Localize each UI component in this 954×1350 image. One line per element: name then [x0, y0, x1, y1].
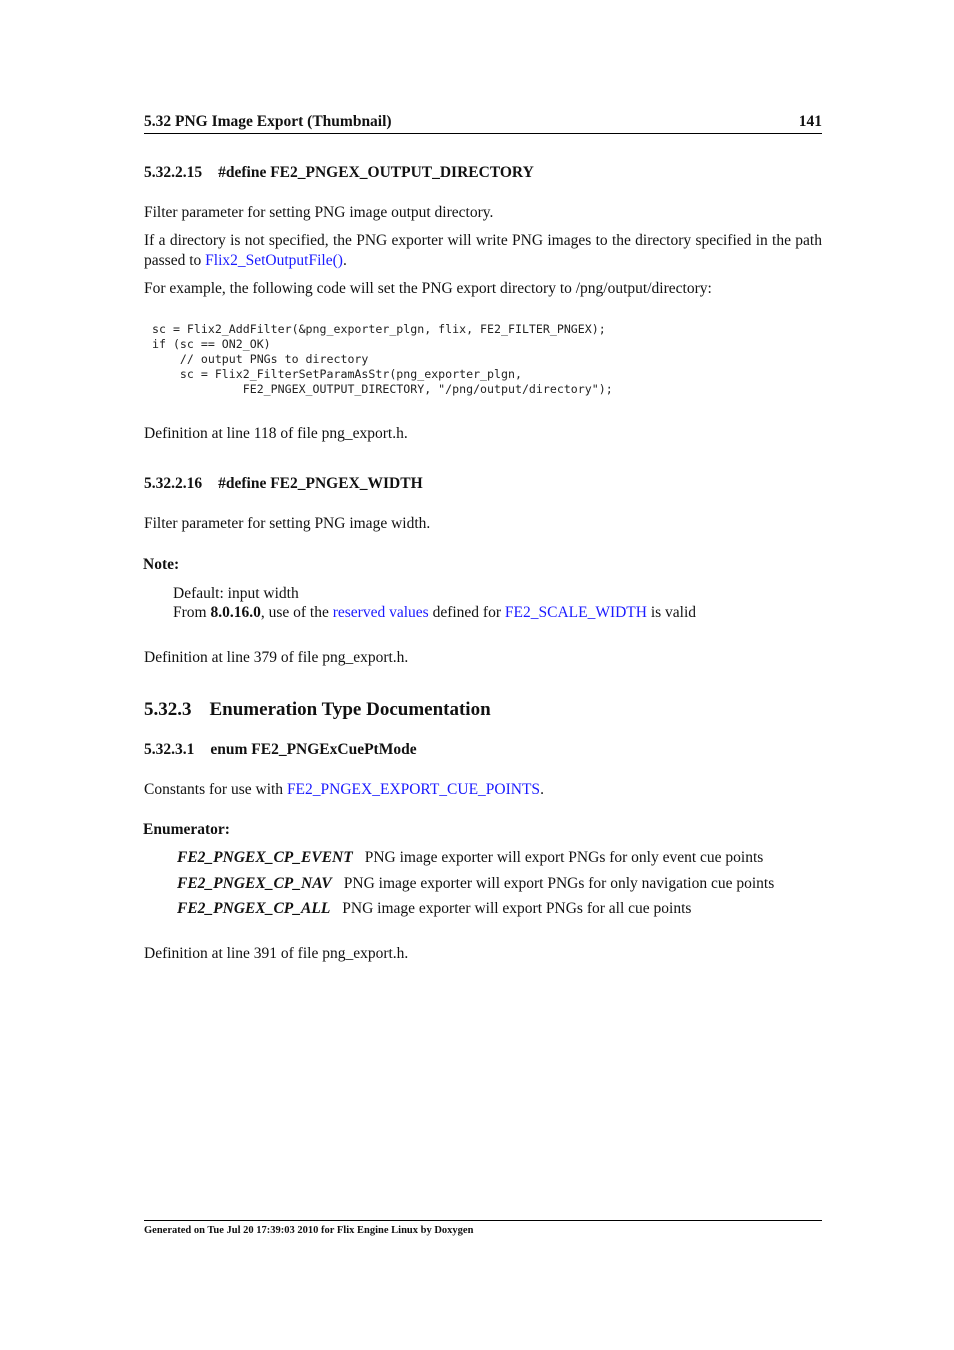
- note-label: Note:: [143, 556, 180, 573]
- paragraph-text: .: [540, 781, 544, 798]
- section-title: #define FE2_PNGEX_OUTPUT_DIRECTORY: [218, 164, 534, 181]
- section-number: 5.32.3.1: [144, 741, 195, 758]
- enumerator-description: PNG image exporter will export PNGs for only event cue points: [364, 849, 764, 866]
- link-fe2-scale-width[interactable]: FE2_SCALE_WIDTH: [504, 604, 647, 621]
- section-heading-output-directory: [144, 164, 534, 182]
- paragraph: [144, 780, 822, 800]
- version-number: 8.0.16.0: [210, 604, 261, 621]
- enumerator-row: [177, 875, 774, 893]
- paragraph-text: .: [342, 251, 347, 269]
- note-text: is valid: [646, 604, 697, 621]
- enumerator-name: FE2_PNGEX_CP_EVENT: [177, 849, 353, 866]
- note-text: , use of the: [260, 604, 333, 621]
- enumerator-description: PNG image exporter will export PNGs for all cue points: [342, 900, 692, 917]
- header-section-title: 5.32 PNG Image Export (Thumbnail): [144, 113, 392, 130]
- section-number: 5.32.2.16: [144, 475, 203, 492]
- definition-line: Definition at line 379 of file png_export.h.: [144, 649, 409, 666]
- note-text: From: [173, 604, 211, 621]
- link-reserved-values[interactable]: reserved values: [332, 604, 429, 621]
- definition-line: Definition at line 391 of file png_export.h.: [144, 945, 409, 962]
- enumerator-row: [177, 900, 691, 918]
- section-title: enum FE2_PNGExCuePtMode: [210, 741, 417, 758]
- header-page-number: 141: [798, 113, 822, 130]
- footer-text: Generated on Tue Jul 20 17:39:03 2010 for Flix Engine Linux by Doxygen: [144, 1225, 474, 1236]
- running-header: [144, 113, 822, 134]
- note-text: defined for: [428, 604, 505, 621]
- paragraph-text: If a directory is not specified, the PNG exporter will write PNG images to the directory specified in the path passed to: [144, 232, 822, 269]
- note-line: [173, 603, 813, 623]
- code-block: sc = Flix2_AddFilter(&png_exporter_plgn, flix, FE2_FILTER_PNGEX); if (sc == ON2_OK) // output PNGs to directory sc = Flix2_FilterSetParamAsStr(png_exporter_plgn, FE2_PNGEX_OUTPUT_DIRECTORY, "/png/output/directory");: [152, 322, 613, 396]
- link-fe2-pngex-export-cue-points[interactable]: FE2_PNGEX_EXPORT_CUE_POINTS: [286, 781, 541, 798]
- section-number: 5.32.2.15: [144, 164, 203, 181]
- section-title: Enumeration Type Documentation: [209, 699, 491, 720]
- enumerator-name: FE2_PNGEX_CP_NAV: [177, 875, 332, 892]
- enumerator-name: FE2_PNGEX_CP_ALL: [177, 900, 331, 917]
- section-heading-enum-cueptmode: [144, 741, 417, 759]
- enumerator-label: Enumerator:: [143, 821, 230, 838]
- paragraph: For example, the following code will set the PNG export directory to /png/output/directory:: [144, 280, 712, 297]
- section-heading-width: [144, 475, 423, 493]
- section-title: #define FE2_PNGEX_WIDTH: [218, 475, 423, 492]
- paragraph-text: Constants for use with: [144, 781, 287, 798]
- paragraph: Filter parameter for setting PNG image output directory.: [144, 204, 494, 221]
- paragraph: Filter parameter for setting PNG image width.: [144, 515, 431, 532]
- section-heading-enumeration: [144, 699, 491, 721]
- paragraph: [144, 231, 822, 270]
- enumerator-description: PNG image exporter will export PNGs for only navigation cue points: [343, 875, 775, 892]
- section-number: 5.32.3: [144, 699, 192, 720]
- note-line: Default: input width: [173, 585, 299, 602]
- link-flix2-setoutputfile[interactable]: Flix2_SetOutputFile(): [205, 251, 343, 269]
- enumerator-row: [177, 849, 763, 867]
- definition-line: Definition at line 118 of file png_export.h.: [144, 425, 408, 442]
- page-footer: [144, 1220, 822, 1236]
